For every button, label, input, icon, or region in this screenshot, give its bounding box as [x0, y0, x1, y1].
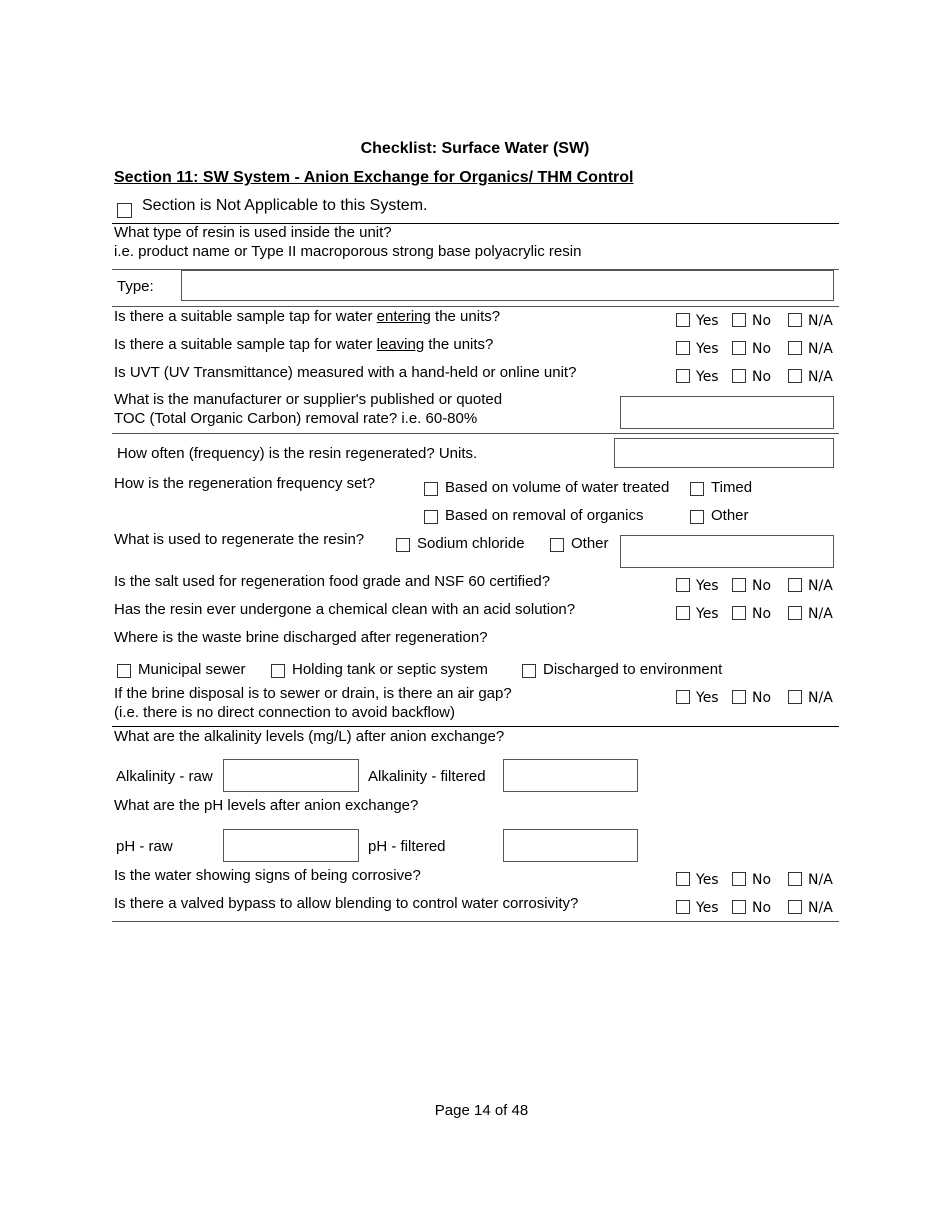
organics-label: Based on removal of organics [445, 507, 644, 524]
environment-label: Discharged to environment [543, 661, 723, 678]
yes-checkbox[interactable] [676, 313, 690, 327]
na-checkbox[interactable] [788, 341, 802, 355]
resin-hint: i.e. product name or Type II macroporous strong base polyacrylic resin [114, 243, 582, 260]
bypass-question: Is there a valved bypass to allow blending to control water corrosivity? [114, 895, 579, 912]
na-checkbox[interactable] [788, 578, 802, 592]
yes-checkbox[interactable] [676, 578, 690, 592]
ph-filtered-input[interactable] [503, 829, 638, 862]
sodium-chloride-label: Sodium chloride [417, 535, 525, 552]
no-checkbox[interactable] [732, 313, 746, 327]
not-applicable-checkbox[interactable] [117, 203, 132, 218]
salt-answers: Yes No N/A [676, 577, 836, 595]
ph-raw-input[interactable] [223, 829, 359, 862]
holding-tank-label: Holding tank or septic system [292, 661, 488, 678]
frequency-input[interactable] [614, 438, 834, 468]
corrosive-question: Is the water showing signs of being corrosive? [114, 867, 421, 884]
not-applicable-label: Section is Not Applicable to this System. [142, 197, 428, 214]
na-checkbox[interactable] [788, 606, 802, 620]
volume-checkbox[interactable] [424, 482, 438, 496]
environment-checkbox[interactable] [522, 664, 536, 678]
frequency-question: How often (frequency) is the resin regenerated? Units. [117, 445, 478, 462]
yes-checkbox[interactable] [676, 369, 690, 383]
section-title: Section 11: SW System - Anion Exchange for Organics/ THM Control [114, 169, 634, 186]
other-frequency-checkbox[interactable] [690, 510, 704, 524]
bypass-answers: Yes No N/A [676, 899, 836, 917]
yes-checkbox[interactable] [676, 606, 690, 620]
alkalinity-filtered-label: Alkalinity - filtered [368, 768, 486, 785]
organics-checkbox[interactable] [424, 510, 438, 524]
volume-label: Based on volume of water treated [445, 479, 670, 496]
salt-question: Is the salt used for regeneration food grade and NSF 60 certified? [114, 573, 551, 590]
tap-leaving-answers: Yes No N/A [676, 340, 836, 358]
alkalinity-question: What are the alkalinity levels (mg/L) after anion exchange? [114, 728, 505, 745]
toc-question-line1: What is the manufacturer or supplier's published or quoted [114, 391, 503, 408]
acid-question: Has the resin ever undergone a chemical clean with an acid solution? [114, 601, 576, 618]
alkalinity-raw-input[interactable] [223, 759, 359, 792]
other-regen-checkbox[interactable] [550, 538, 564, 552]
municipal-sewer-checkbox[interactable] [117, 664, 131, 678]
no-checkbox[interactable] [732, 578, 746, 592]
holding-tank-checkbox[interactable] [271, 664, 285, 678]
type-input[interactable] [181, 270, 834, 301]
yes-checkbox[interactable] [676, 341, 690, 355]
na-checkbox[interactable] [788, 872, 802, 886]
timed-label: Timed [711, 479, 753, 496]
yes-checkbox[interactable] [676, 872, 690, 886]
page-number: Page 14 of 48 [434, 1102, 529, 1119]
na-checkbox[interactable] [788, 690, 802, 704]
other-regen-label: Other [571, 535, 609, 552]
ph-question: What are the pH levels after anion exchange? [114, 797, 419, 814]
divider [112, 726, 839, 727]
na-checkbox[interactable] [788, 900, 802, 914]
airgap-answers: Yes No N/A [676, 689, 836, 707]
yes-checkbox[interactable] [676, 690, 690, 704]
no-checkbox[interactable] [732, 369, 746, 383]
toc-input[interactable] [620, 396, 834, 429]
no-checkbox[interactable] [732, 606, 746, 620]
other-frequency-label: Other [711, 507, 749, 524]
other-regen-input[interactable] [620, 535, 834, 568]
tap-entering-question: Is there a suitable sample tap for water entering the units? [114, 308, 501, 325]
toc-question-line2: TOC (Total Organic Carbon) removal rate? i.e. 60-80% [114, 410, 478, 427]
ph-filtered-label: pH - filtered [368, 838, 446, 855]
uvt-question: Is UVT (UV Transmittance) measured with a hand-held or online unit? [114, 364, 577, 381]
airgap-question-line2: (i.e. there is no direct connection to avoid backflow) [114, 704, 456, 721]
type-label: Type: [117, 278, 154, 295]
timed-checkbox[interactable] [690, 482, 704, 496]
regen-used-question: What is used to regenerate the resin? [114, 531, 365, 548]
brine-question: Where is the waste brine discharged after regeneration? [114, 629, 488, 646]
na-checkbox[interactable] [788, 313, 802, 327]
resin-question: What type of resin is used inside the unit? [114, 224, 392, 241]
divider [112, 433, 839, 434]
alkalinity-raw-label: Alkalinity - raw [116, 768, 213, 785]
uvt-answers: Yes No N/A [676, 368, 836, 386]
divider [112, 921, 839, 922]
corrosive-answers: Yes No N/A [676, 871, 836, 889]
acid-answers: Yes No N/A [676, 605, 836, 623]
no-checkbox[interactable] [732, 900, 746, 914]
ph-raw-label: pH - raw [116, 838, 173, 855]
tap-entering-answers: Yes No N/A [676, 312, 836, 330]
page-title: Checklist: Surface Water (SW) [360, 140, 590, 157]
no-checkbox[interactable] [732, 690, 746, 704]
alkalinity-filtered-input[interactable] [503, 759, 638, 792]
freq-set-question: How is the regeneration frequency set? [114, 475, 375, 492]
na-checkbox[interactable] [788, 369, 802, 383]
tap-leaving-question: Is there a suitable sample tap for water leaving the units? [114, 336, 494, 353]
no-checkbox[interactable] [732, 341, 746, 355]
sodium-chloride-checkbox[interactable] [396, 538, 410, 552]
airgap-question-line1: If the brine disposal is to sewer or drain, is there an air gap? [114, 685, 512, 702]
divider [112, 306, 839, 307]
yes-checkbox[interactable] [676, 900, 690, 914]
no-checkbox[interactable] [732, 872, 746, 886]
municipal-sewer-label: Municipal sewer [138, 661, 246, 678]
